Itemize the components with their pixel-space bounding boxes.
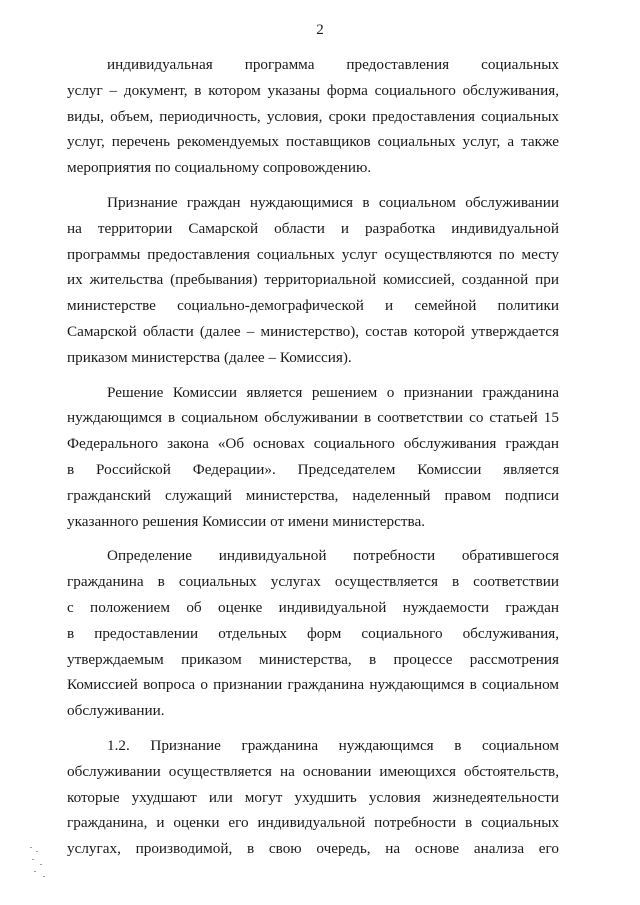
text-line: утверждаемым приказом министерства, в процессе рассмотрения xyxy=(67,650,559,668)
text-line: 1.2. Признание гражданина нуждающимся в социальном xyxy=(107,736,559,754)
paragraph xyxy=(67,543,559,724)
text-line: виды, объем, периодичность, условия, сроки предоставления социальных xyxy=(67,107,559,125)
scan-artifact xyxy=(28,845,58,885)
text-line: на территории Самарской области и разработка индивидуальной xyxy=(67,219,559,237)
paragraph xyxy=(67,380,559,535)
text-line: обслуживании. xyxy=(67,702,165,720)
text-line: Комиссией вопроса о признании гражданина нуждающимся в социальном xyxy=(67,676,559,694)
text-line: в предоставлении отдельных форм социального обслуживания, xyxy=(67,624,559,642)
paragraph xyxy=(67,52,559,181)
text-line: программы предоставления социальных услуг осуществляются по месту xyxy=(67,245,559,263)
text-line: которые ухудшают или могут ухудшить условия жизнедеятельности xyxy=(67,788,559,806)
text-line: гражданина в социальных услугах осуществляется в соответствии xyxy=(67,573,559,591)
text-line: в Российской Федерации». Председателем Комиссии является xyxy=(67,460,559,478)
text-line: Федерального закона «Об основах социального обслуживания граждан xyxy=(67,435,559,453)
paragraph xyxy=(67,190,559,371)
text-line: их жительства (пребывания) территориальной комиссией, созданной при xyxy=(67,271,559,289)
text-line: Самарской области (далее – министерство), состав которой утверждается xyxy=(67,322,559,340)
text-line: с положением об оценке индивидуальной нуждаемости граждан xyxy=(67,598,559,616)
text-line: гражданский служащий министерства, наделенный правом подписи xyxy=(67,486,559,504)
text-line: приказом министерства (далее – Комиссия). xyxy=(67,348,352,366)
page-number: 2 xyxy=(316,22,324,38)
text-line: услуг, перечень рекомендуемых поставщиков социальных услуг, а также xyxy=(67,133,559,151)
text-line: указанного решения Комиссии от имени министерства. xyxy=(67,512,426,530)
text-line: гражданина, и оценки его индивидуальной потребности в социальных xyxy=(67,814,559,832)
text-line: министерстве социально-демографической и семейной политики xyxy=(67,297,559,315)
text-line: Определение индивидуальной потребности обратившегося xyxy=(107,547,559,565)
text-line: обслуживании осуществляется на основании имеющихся обстоятельств, xyxy=(67,762,559,780)
text-line: услугах, производимой, в свою очередь, на основе анализа его xyxy=(67,840,559,858)
paragraph xyxy=(67,733,559,862)
text-line: Признание граждан нуждающимися в социальном обслуживании xyxy=(107,193,559,211)
text-line: индивидуальная программа предоставления социальных xyxy=(107,56,559,73)
text-line: мероприятия по социальному сопровождению. xyxy=(67,159,372,177)
text-line: Решение Комиссии является решением о признании гражданина xyxy=(107,383,559,401)
text-line: нуждающимся в социальном обслуживании в соответствии со статьей 15 xyxy=(67,409,559,427)
text-line: услуг – документ, в котором указаны форма социального обслуживания, xyxy=(67,81,559,99)
document-body xyxy=(67,52,559,871)
